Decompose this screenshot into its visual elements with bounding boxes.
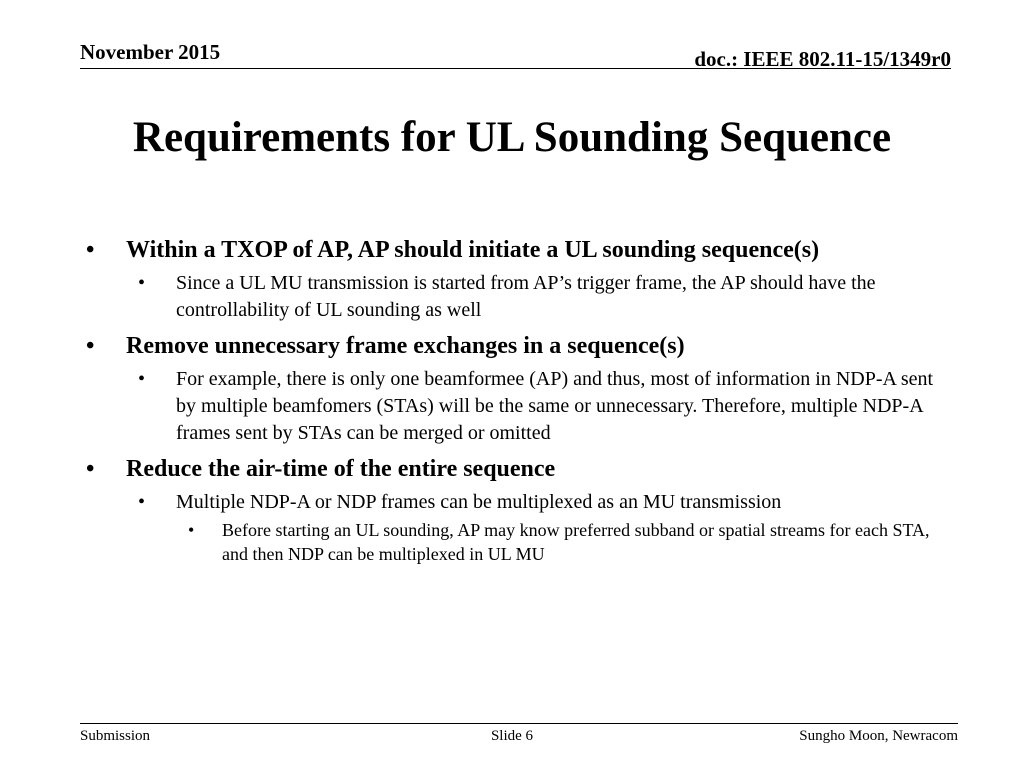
bullet-1-sub-1-text: Since a UL MU transmission is started from AP’s trigger frame, the AP should have the controllability of UL sounding as well [176, 272, 876, 321]
footer-submission: Submission [80, 728, 151, 744]
bullet-1 [86, 232, 946, 268]
footer-author: Sungho Moon, Newracom [799, 728, 958, 744]
bullet-marker: • [188, 520, 195, 540]
bullet-1-text: Within a TXOP of AP, AP should initiate a UL sounding sequence(s) [126, 237, 820, 263]
slide-title: Requirements for UL Sounding Sequence [132, 114, 892, 161]
bullet-3-sub-1-sub-1-text: Before starting an UL sounding, AP may know preferred subband or spatial streams for each STA, and then NDP can be multiplexed in UL MU [222, 520, 930, 564]
slide-body [86, 228, 946, 566]
bullet-marker: • [138, 491, 146, 513]
bullet-marker: • [86, 333, 95, 359]
header-date: November 2015 [80, 40, 221, 64]
bullet-1-sub-1 [138, 270, 946, 324]
bullet-marker: • [138, 272, 146, 294]
bullet-marker: • [138, 368, 146, 390]
header-divider [80, 68, 951, 69]
bullet-2-sub-1 [138, 366, 946, 447]
footer-divider [80, 723, 958, 724]
bullet-3-sub-1-sub-1 [188, 518, 946, 566]
header-doc-id: doc.: IEEE 802.11-15/1349r0 [694, 47, 951, 71]
bullet-2-text: Remove unnecessary frame exchanges in a sequence(s) [126, 333, 685, 359]
footer-slide-number: Slide 6 [490, 728, 534, 744]
bullet-marker: • [86, 456, 95, 482]
bullet-marker: • [86, 237, 95, 263]
bullet-2 [86, 328, 946, 364]
bullet-2-sub-1-text: For example, there is only one beamformee (AP) and thus, most of information in NDP-A sent by multiple beamfomers (STAs) will be the same or unnecessary. Therefore, multiple NDP-A frames sent by STAs can be merged or omitted [176, 368, 934, 444]
bullet-3-sub-1-text: Multiple NDP-A or NDP frames can be multiplexed as an MU transmission [176, 491, 782, 513]
bullet-3-sub-1 [138, 489, 946, 516]
bullet-3-text: Reduce the air-time of the entire sequence [126, 456, 556, 482]
bullet-3 [86, 451, 946, 487]
